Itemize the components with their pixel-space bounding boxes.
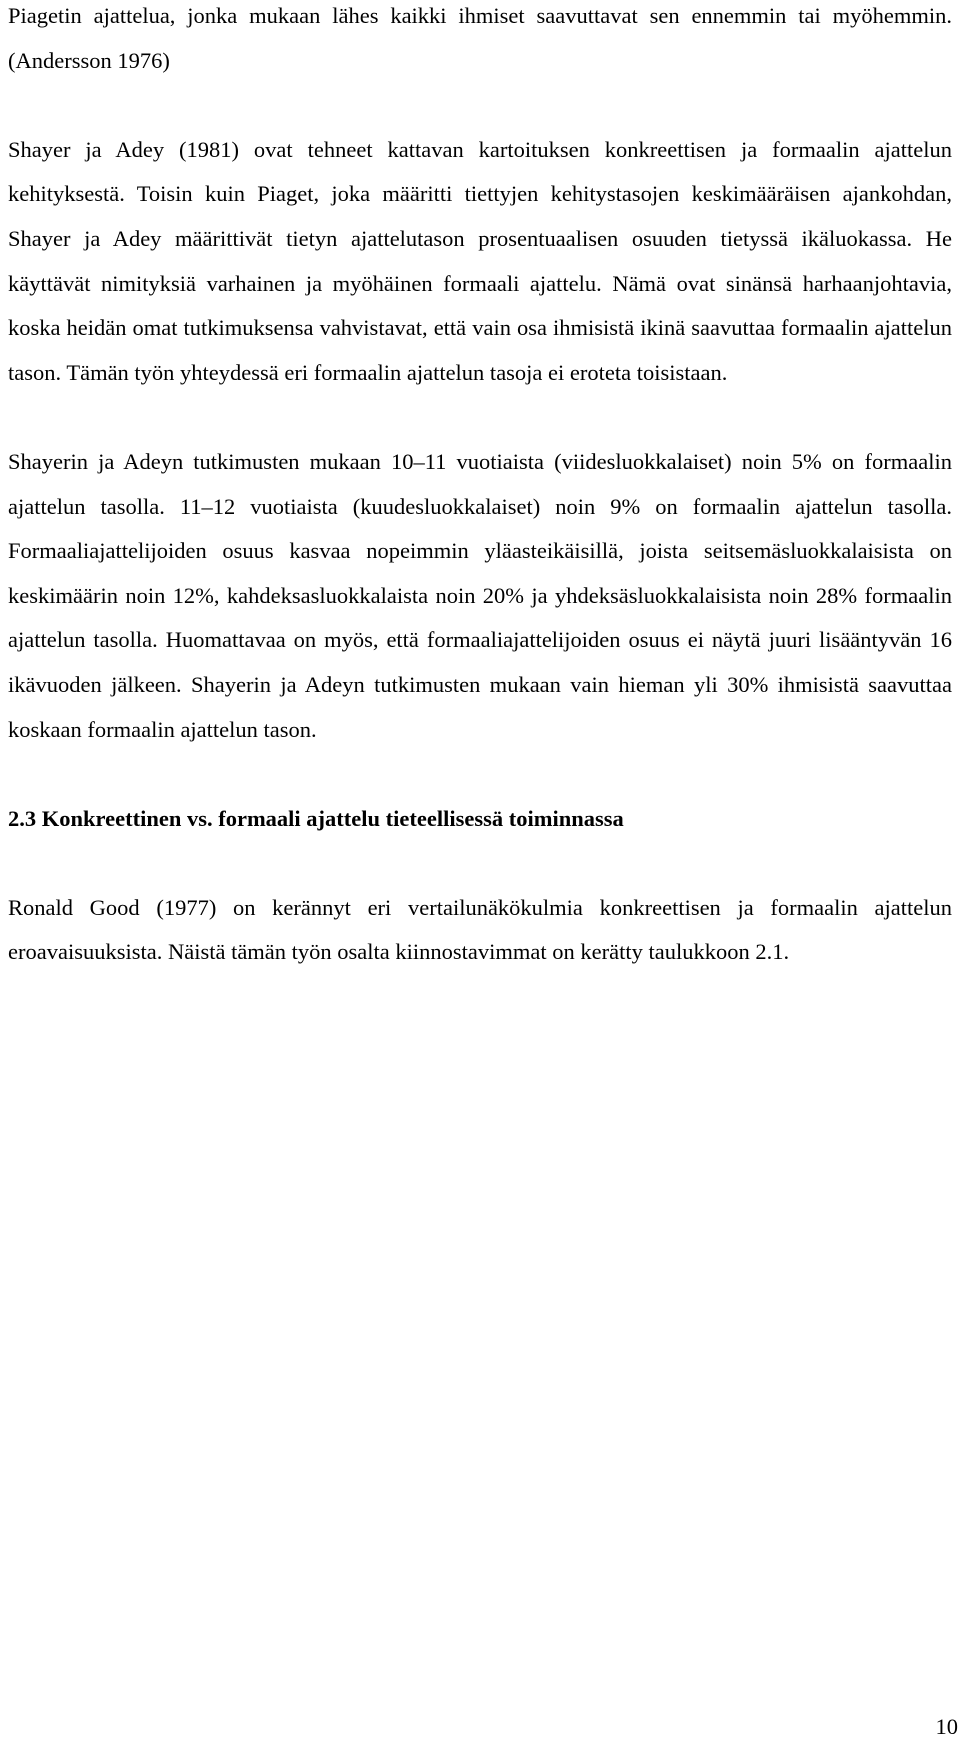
paragraph-formal-thinking-percentages: Shayerin ja Adeyn tutkimusten mukaan 10–11 vuotiaista (viidesluokkalaiset) noin 5% on formaalin ajattelun tasolla. 11–12 vuotiaista (kuudesluokkalaiset) noin 9% on formaalin ajattelun tasolla. Formaaliajattelijoiden osuus kasvaa nopeimmin yläasteikäisillä, joista seitsemäsluokkalaisista on keskimäärin noin 12%, kahdeksasluokkalaista noin 20% ja yhdeksäsluokkalaisista noin 28% formaalin ajattelun tasolla. Huomattavaa on myös, että formaaliajattelijoiden osuus ei näytä juuri lisääntyvän 16 ikävuoden jälkeen. Shayerin ja Adeyn tutkimusten mukaan vain hieman yli 30% ihmisistä saavuttaa koskaan formaalin ajattelun tason. <box>8 448 952 742</box>
paragraph-continuation: Piagetin ajattelua, jonka mukaan lähes kaikki ihmiset saavuttavat sen ennemmin tai myöhemmin. (Andersson 1976) <box>8 3 952 73</box>
page-number: 10 <box>935 1714 958 1739</box>
document-page <box>8 0 952 1758</box>
section-heading: 2.3 Konkreettinen vs. formaali ajattelu tieteellisessä toiminnassa <box>8 805 624 831</box>
paragraph-ronald-good: Ronald Good (1977) on kerännyt eri vertailunäkökulmia konkreettisen ja formaalin ajattelun eroavaisuuksista. Näistä tämän työn osalta kiinnostavimmat on kerätty taulukkoon 2.1. <box>8 894 952 965</box>
paragraph-shayer-adey-mapping: Shayer ja Adey (1981) ovat tehneet kattavan kartoituksen konkreettisen ja formaalin ajattelun kehityksestä. Toisin kuin Piaget, joka määritti tiettyjen kehitystasojen keskimääräisen ajankohdan, Shayer ja Adey määrittivät tietyn ajattelutason prosentuaalisen osuuden tietyssä ikäluokassa. He käyttävät nimityksiä varhainen ja myöhäinen formaali ajattelu. Nämä ovat sinänsä harhaanjohtavia, koska heidän omat tutkimuksensa vahvistavat, että vain osa ihmisistä ikinä saavuttaa formaalin ajattelun tason. Tämän työn yhteydessä eri formaalin ajattelun tasoja ei eroteta toisistaan. <box>8 136 952 385</box>
